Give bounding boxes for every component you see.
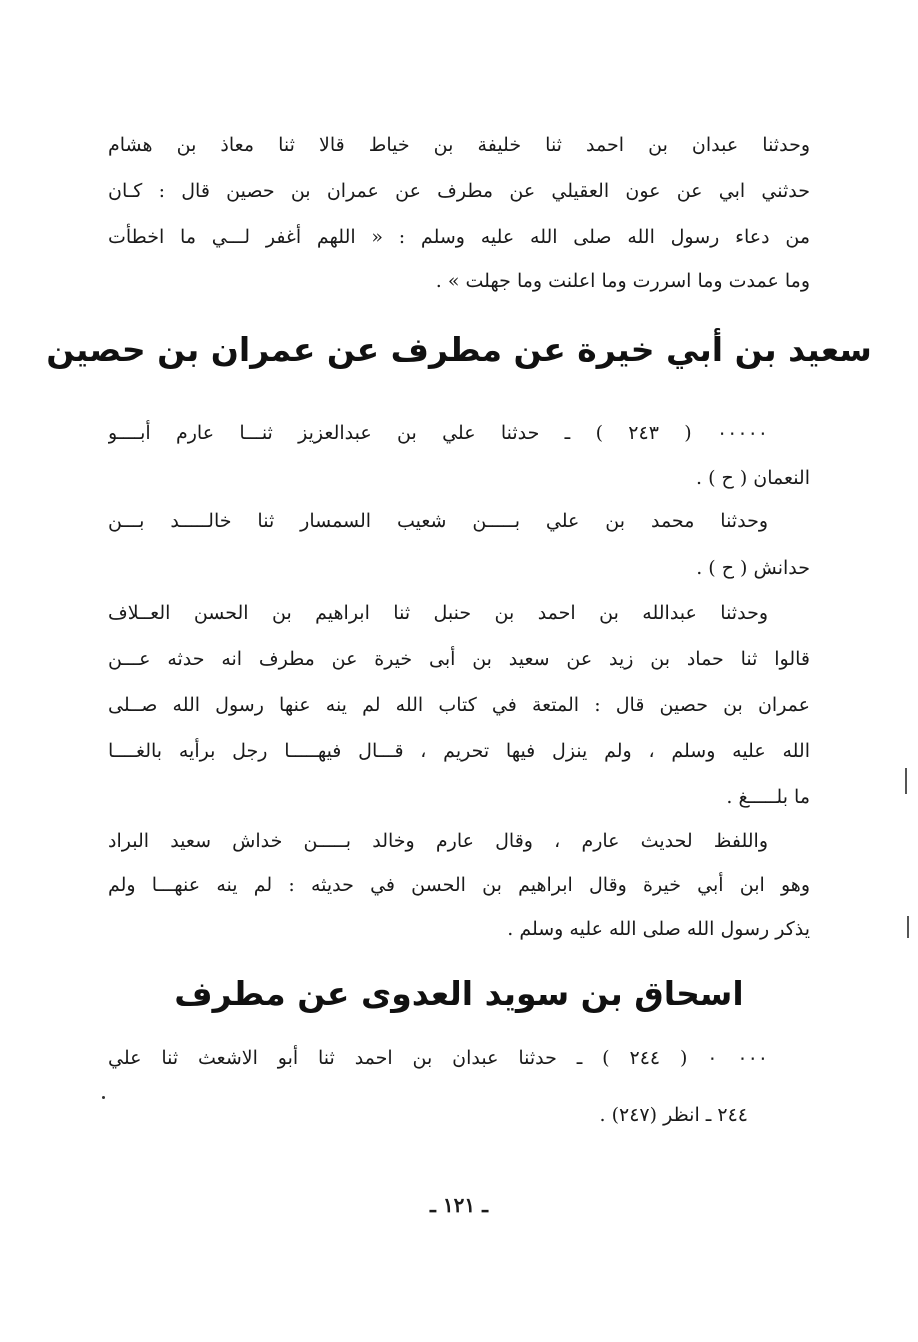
text-line: عمران بن حصين قال : المتعة في كتاب الله لم ينه عنها رسول الله صــلى <box>108 694 810 716</box>
text-line: قالوا ثنا حماد بن زيد عن سعيد بن أبى خيرة عن مطرف انه حدثه عـــن <box>108 648 810 670</box>
text-line: وحدثنا عبدالله بن احمد بن حنبل ثنا ابراهيم بن الحسن العــلاف <box>108 602 768 624</box>
text-line: الله عليه وسلم ، ولم ينزل فيها تحريم ، قـــال فيهـــــا رجل برأيه بالغــــا <box>108 740 810 762</box>
page-number: ـ ١٢١ ـ <box>430 1193 488 1217</box>
text-line: وحدثنا محمد بن علي بـــــن شعيب السمسار ثنا خالـــــد بـــن <box>108 510 768 532</box>
text-line: ٠٠٠ ٠ ( ٢٤٤ ) ـ حدثنا عبدان بن احمد ثنا أبو الاشعث ثنا علي <box>108 1047 768 1069</box>
text-line: وهو ابن أبي خيرة وقال ابراهيم بن الحسن في حديثه : لم ينه عنهـــا ولم <box>108 874 810 896</box>
text-line: ٠٠٠٠٠ ( ٢٤٣ ) ـ حدثنا علي بن عبدالعزيز ثنـــا عارم أبــــو <box>108 422 768 444</box>
text-line: وحدثنا عبدان بن احمد ثنا خليفة بن خياط قالا ثنا معاذ بن هشام <box>108 134 810 156</box>
text-line: ما بلـــــغ . <box>726 786 810 808</box>
text-line: حدانش ( ح ) . <box>696 557 810 579</box>
scan-speck <box>102 1096 105 1099</box>
text-line: حدثني ابي عن عون العقيلي عن مطرف عن عمران بن حصين قال : كـان <box>108 180 810 202</box>
section-heading: اسحاق بن سويد العدوى عن مطرف <box>174 974 744 1013</box>
text-line: النعمان ( ح ) . <box>696 467 810 489</box>
footnote: ٢٤٤ ـ انظر (٢٤٧) . <box>599 1104 748 1126</box>
text-line: واللفظ لحديث عارم ، وقال عارم وخالد بـــــن خداش سعيد البراد <box>108 830 768 852</box>
scan-margin-mark <box>907 916 909 938</box>
text-line: من دعاء رسول الله صلى الله عليه وسلم : « اللهم أغفر لـــي ما اخطأت <box>108 226 810 248</box>
text-line: يذكر رسول الله صلى الله عليه وسلم . <box>507 918 810 940</box>
section-heading: سعيد بن أبي خيرة عن مطرف عن عمران بن حصين <box>46 330 872 369</box>
text-line: وما عمدت وما اسررت وما اعلنت وما جهلت » . <box>435 270 810 292</box>
scan-margin-mark <box>905 768 907 794</box>
